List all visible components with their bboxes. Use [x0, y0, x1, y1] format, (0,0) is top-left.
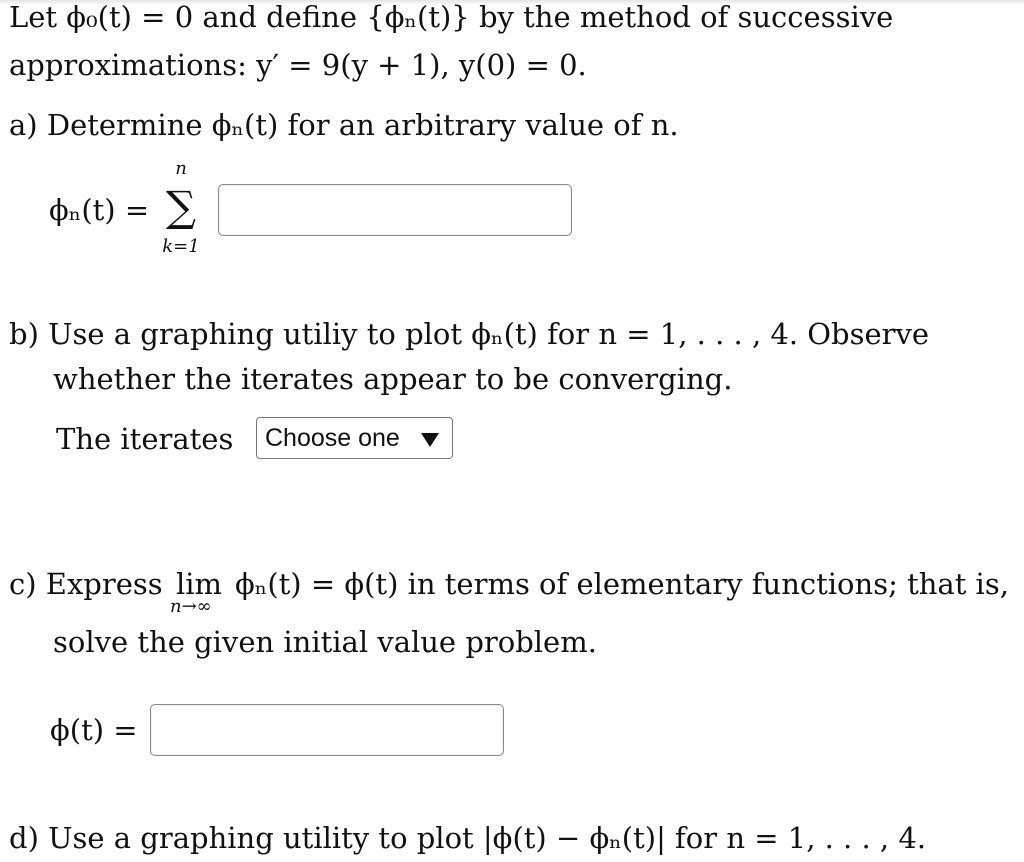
part-a-phi-n-label: ϕₙ(t) = — [49, 193, 150, 227]
iterates-dropdown[interactable] — [256, 417, 453, 459]
limit-subscript: n→∞ — [170, 596, 212, 617]
summation-upper-limit: n — [175, 158, 187, 179]
part-c-suffix: ϕₙ(t) = ϕ(t) in terms of elementary functions; that is, — [235, 567, 1009, 601]
summation-lower-limit: k=1 — [162, 236, 200, 257]
part-c-line-2: solve the given initial value problem. — [53, 625, 597, 659]
intro-line-2: approximations: y′ = 9(y + 1), y(0) = 0. — [9, 48, 587, 82]
part-b-line-2: whether the iterates appear to be converging. — [53, 362, 733, 396]
summation-symbol: ∑ — [166, 182, 196, 231]
part-c-phi-label: ϕ(t) = — [50, 713, 138, 747]
intro-line-1: Let ϕ₀(t) = 0 and define {ϕₙ(t)} by the method of successive — [9, 0, 894, 34]
limit-expression — [170, 567, 230, 621]
part-b-line-1: b) Use a graphing utiliy to plot ϕₙ(t) for n = 1, . . . , 4. Observe — [9, 317, 930, 351]
part-d-line: d) Use a graphing utility to plot |ϕ(t) − ϕₙ(t)| for n = 1, . . . , 4. — [9, 821, 927, 855]
part-c-prefix: c) Express — [9, 567, 163, 601]
part-b-iterates-label: The iterates — [56, 422, 234, 456]
part-a-answer-input[interactable] — [218, 184, 572, 236]
chevron-down-icon — [421, 433, 439, 447]
part-a-heading: a) Determine ϕₙ(t) for an arbitrary value of n. — [9, 108, 679, 142]
dropdown-selected-value: Choose one — [265, 424, 400, 452]
limit-word: lim — [176, 567, 223, 601]
summation-expression — [156, 160, 206, 266]
part-c-answer-input[interactable] — [150, 704, 504, 756]
